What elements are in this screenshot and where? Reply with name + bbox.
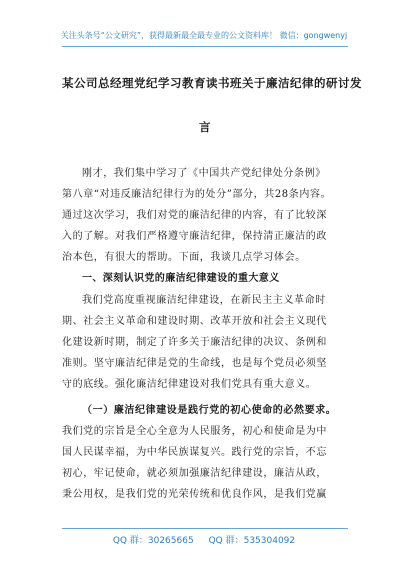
text-line: 期、社会主义革命和建设时期、改革开放和社会主义现代 xyxy=(62,316,327,327)
section-paragraph xyxy=(62,290,348,395)
text-line: 化建设新时期，制定了许多关于廉洁纪律的决议、条例和 xyxy=(62,337,327,348)
text-line: 我们党的宗旨是全心全意为人民服务，初心和使命是为中 xyxy=(62,426,327,437)
footer xyxy=(0,533,408,546)
subsection-heading: （一）廉洁纪律建设是践行党的初心使命的必然要求。 xyxy=(82,405,337,416)
text-line: 守的底线。强化廉洁纪律建设对我们党具有重大意义。 xyxy=(62,379,317,390)
header-note: 关注头条号“公文研究”，获得最新最全最专业的公文资料库！ 微信：gongwenyj xyxy=(60,31,348,40)
footer-qq-group-2: QQ 群：535304092 xyxy=(208,536,296,546)
text-line: 秉公用权，是我们党的光荣传统和优良作风，是我们党赢 xyxy=(62,489,327,500)
section-heading: 一、深刻认识党的廉洁纪律建设的重大意义 xyxy=(82,273,280,284)
text-line: 我们党高度重视廉洁纪律建设，在新民主主义革命时 xyxy=(82,295,326,306)
text-line: 国人民谋幸福，为中华民族谋复兴。践行党的宗旨，不忘 xyxy=(62,447,327,458)
intro-paragraph xyxy=(62,163,348,268)
document-title-line-1: 某公司总经理党纪学习教育读书班关于廉洁纪律的研讨发 xyxy=(62,76,362,90)
text-line: 准则。坚守廉洁纪律是党的生命线，也是每个党员必须坚 xyxy=(62,358,327,369)
footer-qq-group-1: QQ 群：30265665 xyxy=(112,536,194,546)
text-line: 初心，牢记使命，就必须加强廉洁纪律建设，廉洁从政， xyxy=(62,468,327,479)
header-divider xyxy=(62,46,348,47)
text-line: 入的了解。对我们严格遵守廉洁纪律，保持清正廉洁的政 xyxy=(62,231,327,242)
text-line: 第八章“对违反廉洁纪律行为的处分”部分，共28条内容。 xyxy=(62,189,332,200)
document-title-line-2: 言 xyxy=(199,120,211,134)
text-line: 治本色，有很大的帮助。下面，我谈几点学习体会。 xyxy=(62,252,306,263)
text-line: 通过这次学习，我们对党的廉洁纪律的内容，有了比较深 xyxy=(62,210,327,221)
text-line: 刚才，我们集中学习了《中国共产党纪律处分条例》 xyxy=(82,168,326,179)
footer-divider xyxy=(62,528,348,529)
subsection-paragraph xyxy=(62,400,348,505)
